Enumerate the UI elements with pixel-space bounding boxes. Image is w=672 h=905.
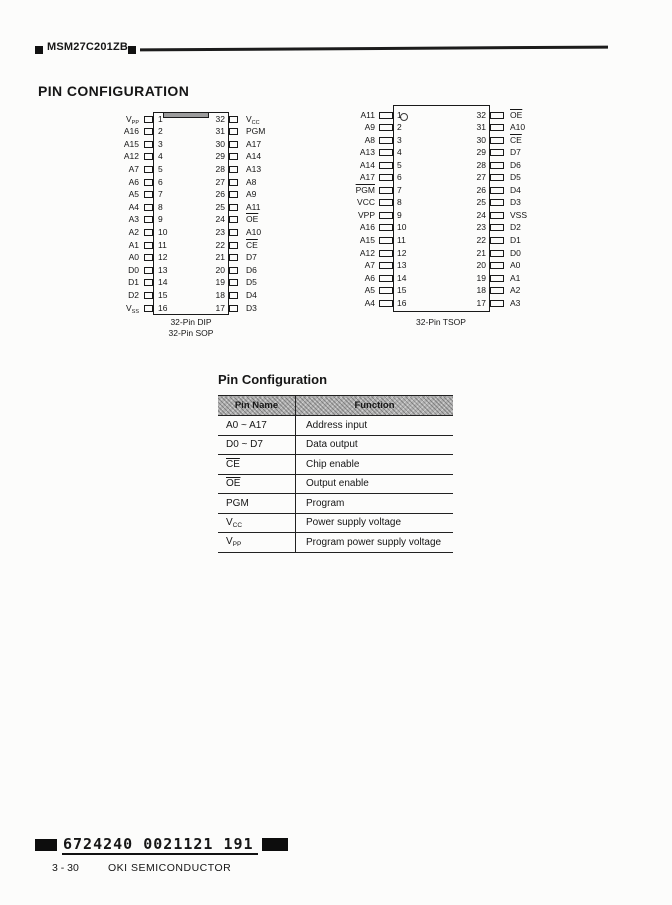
- black-square-icon: [128, 46, 136, 54]
- pin-name-cell: $V_{CC}$: [218, 513, 296, 533]
- pin-number: 3: [158, 138, 163, 149]
- pin-label: A9: [364, 122, 375, 133]
- pin-number: 9: [158, 214, 163, 225]
- pin-pad: [490, 149, 504, 156]
- pin-pad: [144, 292, 153, 299]
- pin-label: $\overline{CE}$: [510, 134, 522, 145]
- pin-number: 1: [397, 109, 402, 120]
- page-title: PIN CONFIGURATION: [38, 83, 190, 99]
- pin-label: A12: [123, 151, 139, 162]
- pin-table-row: [218, 416, 453, 436]
- pin-pad: [144, 267, 153, 274]
- pin-number: 26: [215, 189, 225, 200]
- pin-label: A15: [359, 235, 375, 245]
- pin-number: 10: [397, 222, 407, 233]
- pin-pad: [490, 237, 504, 244]
- black-square-icon: [35, 46, 43, 54]
- pin-pad: [379, 300, 393, 307]
- pin-pad: [229, 141, 238, 148]
- pin-pad: [229, 229, 238, 236]
- pin-pad: [379, 212, 393, 219]
- company-name: OKI SEMICONDUCTOR: [108, 862, 232, 874]
- pin-number: 14: [158, 277, 168, 288]
- pin-pad: [229, 204, 238, 211]
- pin-number: 3: [397, 134, 402, 145]
- pin-number: 8: [158, 201, 163, 212]
- pin-number: 15: [397, 285, 407, 296]
- pin-label: A3: [128, 214, 139, 225]
- pin-pad: [144, 116, 153, 123]
- pin-table-row: [218, 494, 453, 514]
- pin-pad: [144, 204, 153, 211]
- pin-label: A9: [246, 189, 257, 200]
- pin-pad: [379, 287, 393, 294]
- pin-pad: [229, 179, 238, 186]
- pin-label: D4: [246, 289, 257, 300]
- pin-label: D1: [510, 235, 521, 245]
- black-rectangle-icon: [35, 839, 57, 851]
- pin-pad: [490, 199, 504, 206]
- pin-label: A17: [359, 172, 375, 183]
- pin-pad: [144, 242, 153, 249]
- pin-pad: [229, 191, 238, 198]
- pin-pad: [379, 112, 393, 119]
- pin-pad: [144, 279, 153, 286]
- pin-pad: [379, 174, 393, 181]
- pin-pad: [229, 216, 238, 223]
- pin-label: D3: [510, 197, 521, 208]
- pin-pad: [490, 174, 504, 181]
- pin-number: 19: [476, 272, 486, 283]
- pin-number: 26: [476, 184, 486, 195]
- pin-number: 28: [215, 163, 225, 174]
- pin-label: D1: [128, 277, 139, 288]
- pin-label: $\overline{PGM}$: [355, 184, 375, 195]
- pin-name-cell: PGM: [218, 494, 296, 514]
- page-number: 3 - 30: [52, 862, 79, 874]
- pin-label: D7: [510, 147, 521, 158]
- pin-table-row: [218, 533, 453, 553]
- pin-label: A4: [128, 201, 139, 212]
- pin-label: A5: [364, 285, 375, 296]
- pin-label: $V_{CC}$: [246, 113, 260, 126]
- pin-pad: [144, 166, 153, 173]
- pin-number: 27: [476, 172, 486, 183]
- pin-pad: [490, 275, 504, 282]
- pin-number: 7: [397, 184, 402, 195]
- pin-number: 16: [397, 297, 407, 308]
- document-code: 6724240 0021121 191: [63, 835, 254, 853]
- pin-label: A12: [359, 247, 375, 258]
- pin-number: 30: [476, 134, 486, 145]
- pin-pad: [144, 216, 153, 223]
- pin-pad: [144, 254, 153, 261]
- pin-pad: [379, 237, 393, 244]
- pin-number: 14: [397, 272, 407, 283]
- pin-label: $V_{PP}$: [125, 113, 139, 126]
- pin-pad: [379, 149, 393, 156]
- pin-label: VCC: [357, 197, 375, 208]
- pin-number: 30: [215, 138, 225, 149]
- pin-number: 24: [476, 209, 486, 220]
- pin-pad: [490, 162, 504, 169]
- pin-number: 31: [476, 122, 486, 133]
- pin-pad: [490, 137, 504, 144]
- pin-label: PGM: [246, 126, 266, 137]
- pin-label: D2: [128, 289, 139, 300]
- pin-label: A14: [246, 151, 262, 162]
- pin-number: 29: [476, 147, 486, 158]
- pin-pad: [490, 287, 504, 294]
- pin-label: D0: [510, 247, 521, 258]
- pin-number: 19: [215, 277, 225, 288]
- pin-pad: [229, 267, 238, 274]
- pin-label: A2: [128, 226, 139, 237]
- pin-label: $V_{SS}$: [125, 302, 139, 315]
- pin-label: $\overline{OE}$: [510, 109, 523, 120]
- pin-name-cell: $\overline{OE}$: [218, 474, 296, 494]
- pin-pad: [229, 305, 238, 312]
- pin-pad: [144, 191, 153, 198]
- pin-number: 6: [397, 172, 402, 183]
- pin-table-row: [218, 435, 453, 455]
- pin-label: VPP: [357, 209, 375, 220]
- pin-label: D5: [510, 172, 521, 183]
- chip-caption: 32-Pin DIP: [170, 317, 212, 327]
- pin-label: D0: [128, 264, 139, 275]
- pin-label: A13: [246, 163, 262, 174]
- function-column-header: Function: [296, 396, 454, 416]
- pin-label: A8: [246, 176, 257, 187]
- pin-pad: [379, 275, 393, 282]
- pin-number: 23: [215, 226, 225, 237]
- pin-pad: [229, 254, 238, 261]
- pin-pad: [229, 279, 238, 286]
- pin-number: 23: [476, 222, 486, 233]
- pin-label: A0: [510, 260, 521, 271]
- pin-number: 22: [476, 235, 486, 245]
- pin-number: 11: [397, 235, 406, 245]
- pin-name-cell: $V_{PP}$: [218, 533, 296, 553]
- pin-number: 15: [158, 289, 168, 300]
- black-rectangle-icon: [262, 838, 288, 851]
- pin-label: D3: [246, 302, 257, 313]
- pin-number: 8: [397, 197, 402, 208]
- pin-label: A13: [359, 147, 375, 158]
- pin-pad: [490, 224, 504, 231]
- header-rule: [140, 46, 608, 51]
- pin-number: 1: [158, 113, 163, 124]
- pin-function-table: [218, 395, 453, 553]
- pin-number: 5: [397, 159, 402, 170]
- pin-label: A14: [359, 159, 375, 170]
- pin-label: A6: [128, 176, 139, 187]
- pin-number: 5: [158, 163, 163, 174]
- pin-pad: [229, 153, 238, 160]
- pin-number: 20: [215, 264, 225, 275]
- pin-pad: [490, 187, 504, 194]
- pin-pad: [144, 305, 153, 312]
- pin-label: A3: [510, 297, 521, 308]
- pin-pad: [379, 250, 393, 257]
- pin-table-row: [218, 455, 453, 475]
- pin-label: A0: [128, 252, 139, 263]
- pin-label: D5: [246, 277, 257, 288]
- pin-pad: [144, 128, 153, 135]
- pin-number: 24: [215, 214, 225, 225]
- pin-name-cell: A0 ~ A17: [218, 416, 296, 436]
- pin-label: A6: [364, 272, 375, 283]
- pin-label: A5: [128, 189, 139, 200]
- function-cell: Address input: [296, 416, 454, 436]
- pin-name-cell: $\overline{CE}$: [218, 455, 296, 475]
- pin-number: 29: [215, 151, 225, 162]
- pin-pad: [490, 212, 504, 219]
- pin-pad: [379, 262, 393, 269]
- pin-number: 32: [476, 109, 486, 120]
- pin-pad: [144, 229, 153, 236]
- function-cell: Program: [296, 494, 454, 514]
- pin-number: 2: [158, 126, 163, 137]
- pin-name-cell: D0 ~ D7: [218, 435, 296, 455]
- table-header-row: [218, 396, 453, 416]
- pin-number: 9: [397, 209, 402, 220]
- pin-label: VSS: [510, 209, 528, 220]
- pin-label: A1: [128, 239, 139, 250]
- pin-number: 16: [158, 302, 168, 313]
- pin-label: A11: [360, 109, 375, 120]
- pin-number: 7: [158, 189, 163, 200]
- function-cell: Output enable: [296, 474, 454, 494]
- pin-number: 22: [215, 239, 225, 250]
- pin-pad: [229, 128, 238, 135]
- pin-pad: [144, 179, 153, 186]
- pin-number: 21: [476, 247, 486, 258]
- pin-number: 2: [397, 122, 402, 133]
- pin-table-body: [218, 416, 453, 553]
- pin-pad: [229, 166, 238, 173]
- pin-pad: [490, 124, 504, 131]
- function-cell: Chip enable: [296, 455, 454, 475]
- pin-label: A10: [510, 122, 526, 133]
- pin-label: A10: [246, 226, 262, 237]
- pin-number: 13: [397, 260, 407, 271]
- pin-label: A15: [123, 138, 139, 149]
- pin-pad: [379, 124, 393, 131]
- pin-label: A2: [510, 285, 521, 296]
- pin-pad: [490, 250, 504, 257]
- pin-number: 32: [215, 113, 225, 124]
- pin-label: $\overline{OE}$: [246, 214, 259, 225]
- pin-number: 4: [397, 147, 402, 158]
- pin-number: 12: [397, 247, 407, 258]
- pin-number: 11: [158, 239, 167, 250]
- pin-label: D6: [510, 159, 521, 170]
- pin-number: 17: [476, 297, 486, 308]
- pin-table-row: [218, 513, 453, 533]
- pin-label: $\overline{CE}$: [246, 239, 258, 250]
- pin-number: 17: [215, 302, 225, 313]
- pin-number: 31: [215, 126, 225, 137]
- pin-number: 4: [158, 151, 163, 162]
- pin-pad: [379, 187, 393, 194]
- pin-pad: [379, 224, 393, 231]
- pin-number: 28: [476, 159, 486, 170]
- pin-label: A16: [359, 222, 375, 233]
- pin-label: A4: [364, 297, 375, 308]
- pin-label: A7: [128, 163, 139, 174]
- pin-label: A17: [246, 138, 262, 149]
- pin-pad: [144, 153, 153, 160]
- function-cell: Data output: [296, 435, 454, 455]
- pin-table-row: [218, 474, 453, 494]
- pin-label: D2: [510, 222, 521, 233]
- pin-pad: [229, 242, 238, 249]
- pin-table-title: Pin Configuration: [218, 372, 328, 387]
- pin-pad: [229, 292, 238, 299]
- footer-rule: [62, 853, 258, 855]
- function-cell: Program power supply voltage: [296, 533, 454, 553]
- pin-number: 20: [476, 260, 486, 271]
- pin-number: 25: [215, 201, 225, 212]
- pin-number: 13: [158, 264, 168, 275]
- pin-number: 12: [158, 252, 168, 263]
- pin-pad: [490, 112, 504, 119]
- pin-label: A7: [364, 260, 375, 271]
- pin-label: A16: [123, 126, 139, 137]
- pin-label: D6: [246, 264, 257, 275]
- part-number: MSM27C201ZB: [47, 41, 129, 53]
- pin-pad: [229, 116, 238, 123]
- pin-number: 25: [476, 197, 486, 208]
- pin-number: 6: [158, 176, 163, 187]
- pin-pad: [379, 137, 393, 144]
- pin-number: 10: [158, 226, 168, 237]
- pin-name-column-header: Pin Name: [218, 396, 296, 416]
- chip-caption: 32-Pin TSOP: [416, 317, 466, 327]
- pin-pad: [379, 162, 393, 169]
- pin-label: A11: [246, 201, 261, 212]
- function-cell: Power supply voltage: [296, 513, 454, 533]
- pin-label: A1: [510, 272, 521, 283]
- pin-pad: [490, 262, 504, 269]
- pin-label: D7: [246, 252, 257, 263]
- pin-number: 18: [476, 285, 486, 296]
- pin-number: 27: [215, 176, 225, 187]
- pin-pad: [379, 199, 393, 206]
- pin-number: 18: [215, 289, 225, 300]
- pin-pad: [144, 141, 153, 148]
- pin-number: 21: [215, 252, 225, 263]
- pin-label: A8: [364, 134, 375, 145]
- pin-pad: [490, 300, 504, 307]
- chip-caption: 32-Pin SOP: [168, 328, 214, 338]
- pin-label: D4: [510, 184, 521, 195]
